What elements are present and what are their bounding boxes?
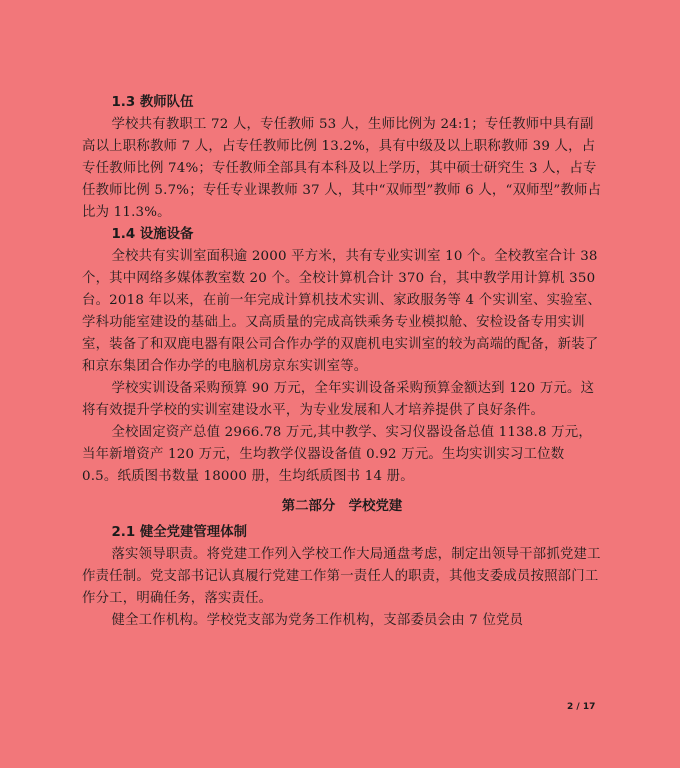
paragraph-fixed-assets: 全校固定资产总值 2966.78 万元,其中教学、实习仪器设备总值 1138.8 万元，当年新增资产 120 万元，生均教学仪器设备值 0.92 万元。生均实训实习工位数 0.5。纸质图书数量 18000 册，生均纸质图书 14 册。 [82, 425, 592, 484]
document-page [82, 92, 602, 632]
section-heading-1-4: 1.4 设施设备 [111, 227, 194, 242]
paragraph-organization: 健全工作机构。学校党支部为党务工作机构，支部委员会由 7 位党员 [111, 613, 524, 628]
section-heading-1-3: 1.3 教师队伍 [111, 95, 194, 110]
part-title: 第二部分 学校党建 [281, 499, 403, 514]
page-number: 2 / 17 [567, 702, 596, 712]
paragraph-equipment-budget: 学校实训设备采购预算 90 万元，全年实训设备采购预算金额达到 120 万元。这将有效提升学校的实训室建设水平，为专业发展和人才培养提供了良好条件。 [82, 381, 595, 418]
paragraph-leadership: 落实领导职责。将党建工作列入学校工作大局通盘考虑，制定出领导干部抓党建工作责任制。党支部书记认真履行党建工作第一责任人的职责，其他支委成员按照部门工作分工，明确任务，落实责任。 [82, 547, 601, 606]
paragraph-facilities: 全校共有实训室面积逾 2000 平方米，共有专业实训室 10 个。全校教室合计 38 个，其中网络多媒体教室数 20 个。全校计算机合计 370 台，其中教学用计算机 350 台。2018 年以来，在前一年完成计算机技术实训、家政服务等 4 个实训室、实验室、学科功能室建设的基础上。又高质量的完成高铁乘务专业模拟舱、安检设备专用实训室，装备了和双鹿电器有限公司合作办学的双鹿机电实训室的较为高端的配备，新装了和京东集团合作办学的电脑机房京东实训室等。 [82, 249, 602, 374]
section-heading-2-1: 2.1 健全党建管理体制 [111, 525, 247, 540]
paragraph-teachers: 学校共有教职工 72 人，专任教师 53 人，生师比例为 24:1；专任教师中具有副高以上职称教师 7 人，占专任教师比例 13.2%，具有中级及以上职称教师 39 人，占专任教师比例 74%；专任教师全部具有本科及以上学历，其中硕士研究生 3 人，占专任教师比例 5.7%；专任专业课教师 37 人，其中“双师型”教师 6 人，“双师型”教师占比为 11.3%。 [82, 117, 602, 220]
